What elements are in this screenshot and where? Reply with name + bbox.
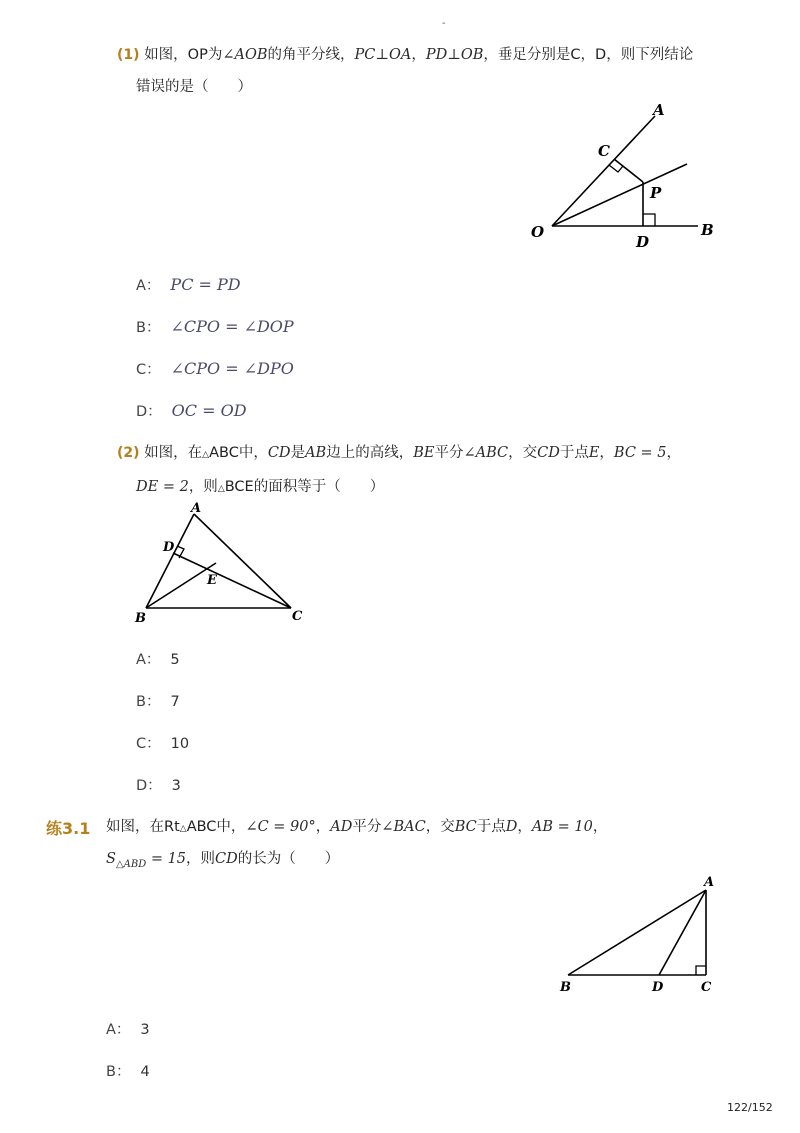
p31-text-a: 如图，在Rt [106,819,180,835]
p31-math-s: S [106,851,116,867]
p31-math-angle-bac: ∠BAC [381,819,426,835]
p31-text-line1 [106,812,796,844]
q2-option-c[interactable] [136,732,189,753]
q1-label-p: P [650,184,662,202]
option-label: A： [136,652,161,668]
option-label: C： [136,362,161,378]
q2-text-d: 边上的高线， [326,445,414,461]
p31-math-ad: AD [330,819,353,835]
q2-label-a: A [191,501,202,516]
q1-label-a: A [653,101,665,119]
p31-text-d: 平分 [352,819,382,835]
p31-text-i: ，则 [186,851,216,867]
q2-text-a: 如图，在 [144,445,203,461]
option-label: C： [136,736,161,752]
p31-side-ab [568,890,706,975]
p31-math-eq-15: = 15 [146,851,187,867]
option-label: B： [106,1064,131,1080]
p31-text-g: ， [517,819,532,835]
triangle-symbol: △ [179,824,187,834]
q1-option-a[interactable] [136,274,241,295]
option-label: B： [136,320,161,336]
q1-text-line1 [117,40,797,70]
option-label: D： [136,778,162,794]
q1-ray-op [552,164,687,226]
q1-label-d: D [636,233,650,251]
option-value: 4 [140,1064,150,1080]
q1-label-o: O [531,223,545,241]
q1-math-angle-aob: ∠AOB [222,47,268,63]
option-value: 7 [170,694,180,710]
p31-option-b[interactable] [106,1060,150,1081]
p31-math-bc: BC [454,819,477,835]
p31-text-e: ，交 [425,819,455,835]
q2-figure [128,498,318,628]
option-label: D： [136,404,162,420]
q2-label-d: D [163,540,175,555]
q2-option-a[interactable] [136,648,180,669]
q2-label-c: C [292,609,303,624]
q1-number: (1) [117,47,140,63]
p31-math-cd: CD [215,851,238,867]
p31-text-b: ABC中， [186,819,246,835]
page-number: 122/152 [727,1101,773,1114]
option-label: A： [136,278,161,294]
q2-math-ab: AB [305,445,327,461]
q1-text-line2: 错误的是（ ） [136,79,252,95]
p31-text-c: ， [315,819,331,835]
q2-option-b[interactable] [136,690,180,711]
p31-label-c: C [701,980,712,995]
p31-text-line2 [106,844,339,880]
practice-tag: 练3.1 [46,819,91,838]
q1-text-a: 如图，OP为 [144,47,223,63]
q2-label-b: B [135,611,146,626]
q1-option-d[interactable] [136,400,247,421]
p31-figure [552,868,732,998]
q1-ray-oa [552,116,655,226]
q2-math-angle-abc: ∠ABC [463,445,509,461]
q2-math-cd: CD [267,445,291,461]
p31-math-angle-c: ∠C = 90° [245,819,316,835]
q1-option-b[interactable] [136,316,294,337]
q1-right-angle-c [609,165,623,172]
q2-side-ab [146,514,194,608]
option-value: OC = OD [171,401,247,420]
option-value: 10 [170,736,190,752]
q2-text-i: ， [666,445,682,461]
triangle-symbol: △ [217,484,225,494]
q1-option-c[interactable] [136,358,294,379]
option-value: 5 [170,652,180,668]
option-value: ∠CPO = ∠DPO [170,359,294,378]
q2-segment-be [146,563,216,608]
p31-label-a: A [704,875,715,890]
option-value: PC = PD [170,275,241,294]
p31-math-subscript: △ABD [115,858,147,870]
p31-text-f: 于点 [476,819,506,835]
q2-math-e: E [588,445,600,461]
q2-math-cd-2: CD [537,445,560,461]
option-value: 3 [140,1022,150,1038]
q2-text-k: BCE的面积等于（ ） [224,479,385,495]
q2-segment-cd [173,553,291,608]
q2-text-j: ，则 [188,479,218,495]
p31-label-d: D [652,980,664,995]
q2-text-e: 平分 [434,445,464,461]
q1-text-d: ，垂足分别是C，D，则下列结论 [483,47,694,63]
q2-text-h: ， [599,445,614,461]
q1-label-c: C [598,142,610,160]
p31-segment-ad [659,890,706,975]
q2-math-be: BE [413,445,435,461]
q2-text-b: ABC中， [209,445,268,461]
p31-right-angle-c [696,966,706,975]
q1-math-pd-perp-ob: PD⊥OB [425,47,484,63]
q2-math-de-2: DE = 2 [136,479,189,495]
p31-text-j: 的长为（ ） [237,851,340,867]
q2-text-c: 是 [290,445,306,461]
header-mark: - [442,18,446,29]
q2-label-e: E [207,573,217,588]
p31-math-d: D [505,819,518,835]
q2-side-ac [194,514,291,608]
option-value: ∠CPO = ∠DOP [170,317,294,336]
q1-figure [520,96,730,256]
p31-text-h: ， [592,819,608,835]
q1-label-b: B [701,221,714,239]
p31-math-ab-10: AB = 10 [531,819,593,835]
q1-text-c: ， [411,47,426,63]
p31-option-a[interactable] [106,1018,150,1039]
q2-number: (2) [117,445,140,461]
q1-segment-pc [614,159,643,182]
q1-right-angle-d [643,214,655,226]
option-label: B： [136,694,161,710]
option-label: A： [106,1022,131,1038]
option-value: 3 [171,778,181,794]
q2-text-g: 于点 [559,445,589,461]
q2-text-line1 [117,438,797,470]
q1-text-b: 的角平分线， [267,47,355,63]
q2-text-f: ，交 [508,445,538,461]
q2-option-d[interactable] [136,774,181,795]
p31-label-b: B [560,980,571,995]
q2-math-bc-5: BC = 5 [613,445,667,461]
triangle-symbol: △ [202,450,210,460]
q1-math-pc-perp-oa: PC⊥OA [354,47,412,63]
